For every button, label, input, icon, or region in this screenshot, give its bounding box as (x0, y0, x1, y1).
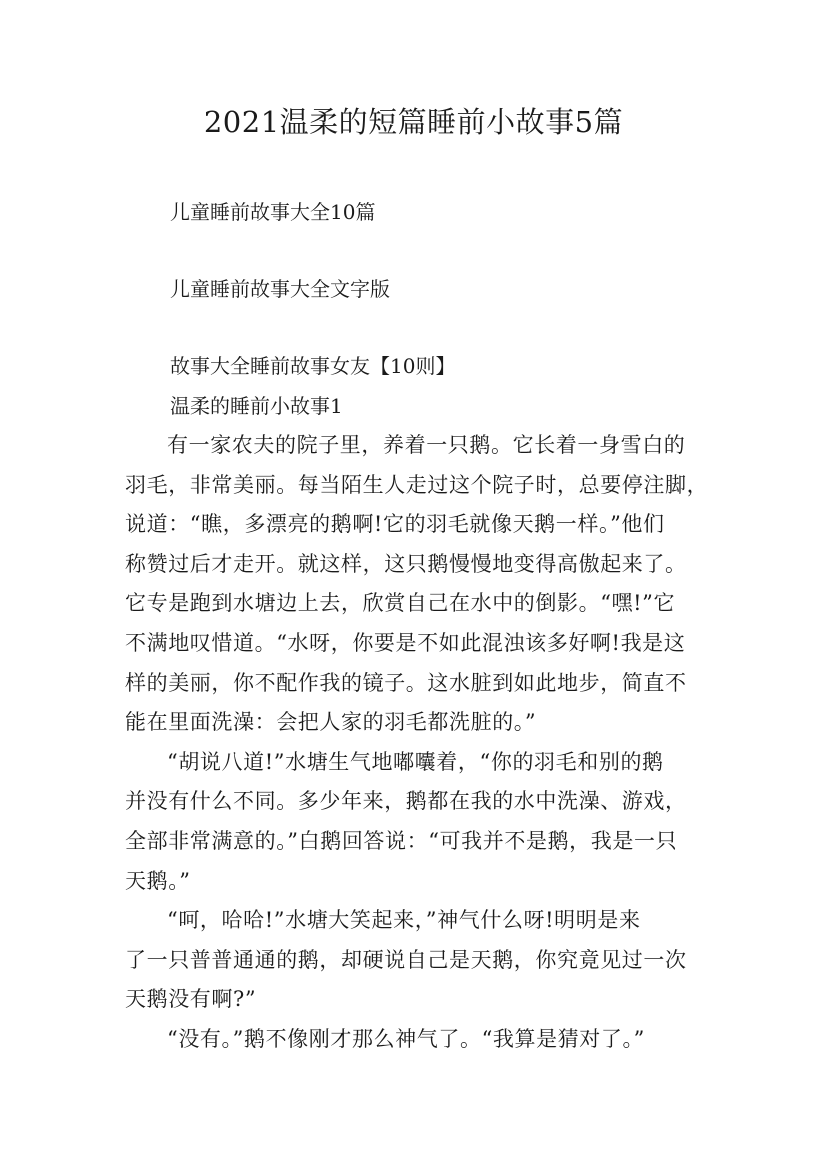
document-title: 2021温柔的短篇睡前小故事5篇 (203, 105, 624, 139)
paragraph-line: 称赞过后才走开。就这样，这只鹅慢慢地变得高傲起来了。 (125, 551, 687, 576)
paragraph-line: 天鹅没有啊?” (125, 987, 257, 1012)
paragraph-line: “呵，哈哈!”水塘大笑起来，”神气什么呀!明明是来 (167, 908, 641, 933)
paragraph-line: “胡说八道!”水塘生气地嘟囔着，“你的羽毛和别的鹅 (167, 749, 664, 774)
related-link-2[interactable]: 儿童睡前故事大全文字版 (170, 277, 390, 301)
paragraph-1 (125, 426, 725, 743)
paragraph-line: 羽毛，非常美丽。每当陌生人走过这个院子时，总要停注脚， (125, 472, 709, 497)
paragraph-3 (125, 901, 725, 1020)
paragraph-line: “没有。”鹅不像刚才那么神气了。“我算是猜对了。” (167, 1026, 645, 1051)
paragraph-line: 不满地叹惜道。“水呀，你要是不如此混浊该多好啊!我是这 (125, 630, 686, 655)
paragraph-line: 它专是跑到水塘边上去，欣赏自己在水中的倒影。“嘿!”它 (125, 591, 676, 616)
related-link-1[interactable]: 儿童睡前故事大全10篇 (170, 200, 376, 224)
section-heading: 温柔的睡前小故事1 (170, 394, 343, 418)
related-link-3[interactable]: 故事大全睡前故事女友【10则】 (170, 354, 456, 378)
paragraph-line: 样的美丽，你不配作我的镜子。这水脏到如此地步，简直不 (125, 670, 687, 695)
paragraph-line: 并没有什么不同。多少年来，鹅都在我的水中洗澡、游戏， (125, 789, 687, 814)
paragraph-line: 能在里面洗澡：会把人家的羽毛都洗脏的。” (125, 710, 537, 735)
story-body (125, 426, 725, 1060)
paragraph-line: 天鹅。” (125, 868, 191, 893)
paragraph-line: 了一只普普通通的鹅，却硬说自己是天鹅，你究竟见过一次 (125, 947, 687, 972)
paragraph-line: 全部非常满意的。”白鹅回答说：“可我并不是鹅，我是一只 (125, 828, 678, 853)
paragraph-4 (125, 1020, 725, 1060)
paragraph-line: 有一家农夫的院子里，养着一只鹅。它长着一身雪白的 (167, 433, 686, 457)
paragraph-2 (125, 743, 725, 901)
paragraph-line: 说道：“瞧，多漂亮的鹅啊!它的羽毛就像天鹅一样。”他们 (125, 512, 665, 537)
